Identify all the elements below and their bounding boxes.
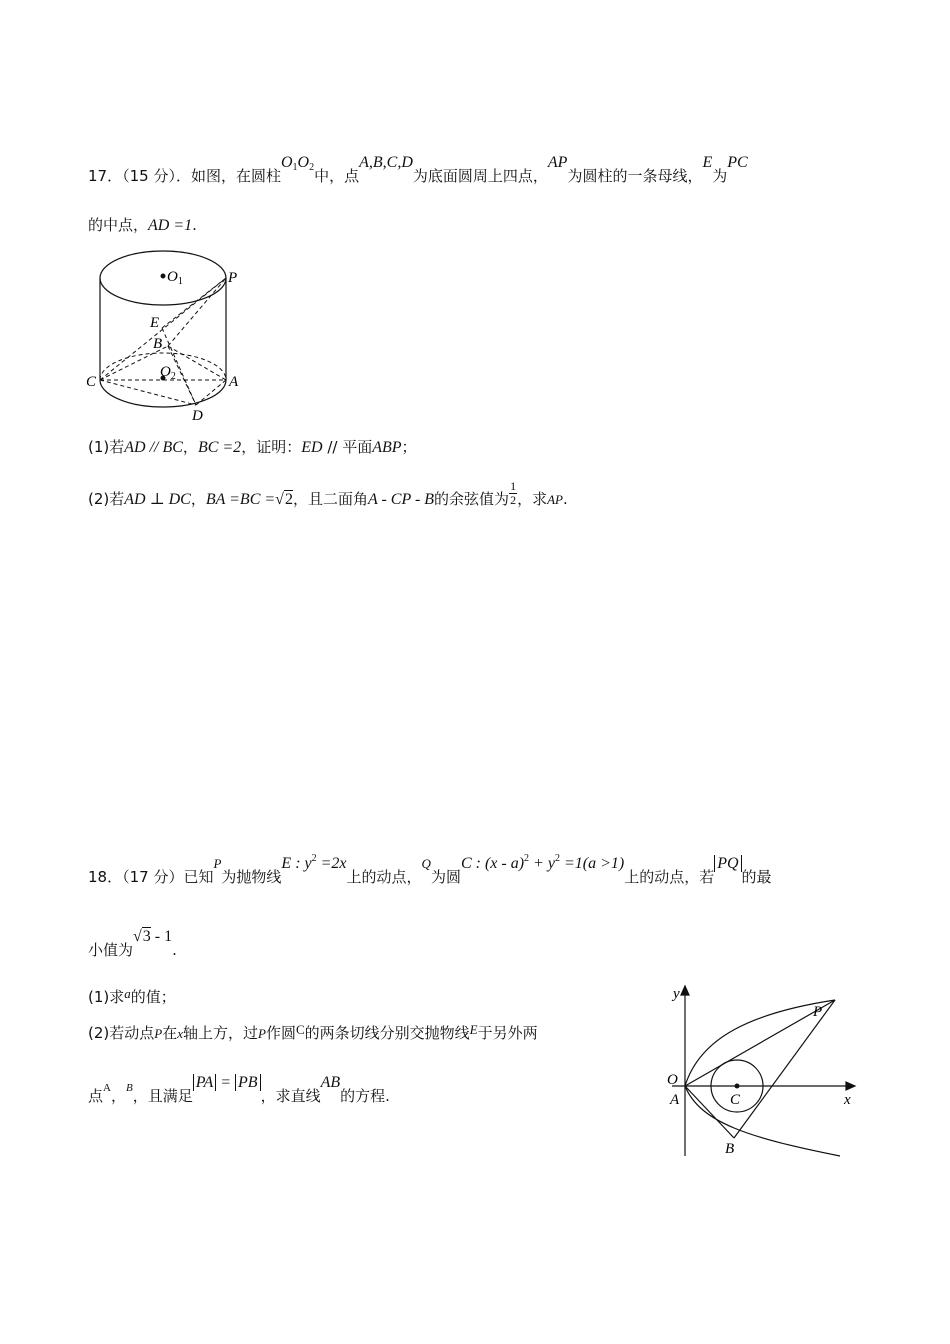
- fig17-label-a: A: [229, 374, 239, 390]
- fig18-label-b: B: [725, 1141, 735, 1157]
- q18-line4-B: B: [125, 1082, 133, 1094]
- q18-parabola-figure: [660, 978, 865, 1160]
- q17-part2-sep: ，: [190, 490, 206, 508]
- q17-part2-ap: AP: [547, 492, 563, 507]
- q18-parabola-eq: E : $y^2 =2x$: [281, 853, 347, 872]
- segment-a-b: [685, 1086, 734, 1138]
- q18-part2-t5: 于另外两: [477, 1024, 538, 1042]
- q18-text-mid2: 上的动点，: [346, 868, 422, 886]
- q17-part1-goal-ed: ED: [301, 439, 323, 456]
- q18-part2-p: P: [154, 1026, 163, 1041]
- q17-axis-o1o2: $O_1O_2$: [280, 154, 315, 173]
- cylinder-bottom-front-arc: [100, 380, 226, 407]
- fig18-label-y: y: [673, 986, 680, 1002]
- fig17-label-o1: $O_1$: [167, 269, 183, 287]
- q18-min-value: √3 - 1: [133, 928, 173, 945]
- q17-part1-goal-plane: // 平面: [327, 438, 373, 456]
- q18-line-4: [88, 1074, 390, 1108]
- q18-part2-t4: 的两条切线分别交抛物线: [304, 1024, 470, 1042]
- q17-part1-cond2: BC =2: [197, 439, 242, 456]
- q17-heading: 17．（15 分）．如图，在圆柱: [88, 167, 281, 185]
- q18-line4-a: 点: [88, 1087, 104, 1105]
- q18-point-q: Q: [421, 856, 431, 871]
- parabola-curve: [685, 1000, 840, 1156]
- q17-text-mid1: 中，点: [314, 167, 360, 185]
- y-axis-arrow: [681, 986, 689, 995]
- fig17-label-c: C: [86, 374, 97, 390]
- q17-part2-mid3: ，求: [517, 490, 548, 508]
- point-c-dot: [735, 1084, 740, 1089]
- fig17-label-e: E: [150, 315, 160, 331]
- q17-part1-sep: ，: [182, 438, 198, 456]
- q17-part2-cond2: BA =BC =: [205, 491, 276, 508]
- segment-c-d: [100, 380, 196, 405]
- q18-line-1: [88, 853, 772, 888]
- q17-part1-goal-abp: ABP: [372, 439, 402, 456]
- fig18-label-p: P: [813, 1004, 823, 1020]
- q17-points-abcd: A,B,C,D: [359, 154, 413, 171]
- tangent-p-b: [734, 1000, 835, 1138]
- q18-line2-text: 小值为: [88, 941, 134, 959]
- q18-part2: [88, 1023, 538, 1044]
- q18-line4-end: 的方程.: [340, 1087, 390, 1105]
- q18-part2-c: C: [295, 1022, 305, 1037]
- q18-part2-t3: 作圆: [265, 1024, 296, 1042]
- q18-point-p: P: [213, 856, 222, 871]
- fig18-label-a: A: [670, 1092, 680, 1108]
- fig17-label-p: P: [228, 270, 238, 286]
- q18-line2-end: .: [172, 941, 177, 959]
- q17-line-2: [88, 215, 197, 236]
- q17-part2-dihedral: A - CP - B: [367, 491, 435, 508]
- q17-line2-end: .: [192, 216, 197, 234]
- q17-part1-mid: ，证明：: [241, 438, 302, 456]
- q17-part2-mid2: 的余弦值为: [434, 490, 510, 508]
- q17-point-e: E: [702, 154, 713, 171]
- fig17-label-b: B: [153, 336, 163, 352]
- q17-part2: [88, 479, 568, 513]
- q18-part2-prefix: (2)若动点: [88, 1024, 155, 1042]
- q18-text-mid5: 的最: [741, 868, 772, 886]
- q17-part2-end: .: [562, 490, 568, 508]
- segment-b-p: [168, 278, 226, 346]
- q17-part1-prefix: (1)若: [88, 438, 125, 456]
- q18-circle-eq: C : $(x - a)^2 + y^2 =1(a >1)$: [460, 853, 625, 872]
- q18-part1-prefix: (1)求: [88, 988, 125, 1006]
- q18-part2-t1: 在: [162, 1024, 178, 1042]
- q17-text-mid3: 为圆柱的一条母线，: [567, 167, 703, 185]
- q18-line4-ab: AB: [320, 1074, 341, 1091]
- q18-abs-pq: PQ: [714, 855, 741, 872]
- fig18-label-x: x: [844, 1092, 851, 1108]
- q18-part2-t2: 轴上方，过: [183, 1024, 259, 1042]
- q18-line-2: [88, 928, 177, 961]
- q17-part1-cond1: AD // BC: [124, 439, 183, 456]
- q18-text-mid4: 上的动点，若: [624, 868, 715, 886]
- point-o1: [161, 274, 166, 279]
- q17-segment-pc: PC: [727, 154, 748, 171]
- q18-part1-end: 的值；: [130, 988, 176, 1006]
- q18-part1-a: a: [124, 986, 131, 1001]
- fig18-label-o: O: [667, 1072, 678, 1088]
- q17-part1: [88, 437, 417, 458]
- fig18-label-c: C: [730, 1092, 741, 1108]
- q18-line4-t2: ，求直线: [260, 1087, 321, 1105]
- q17-part2-mid: ，且二面角: [292, 490, 368, 508]
- q18-text-mid1: 为抛物线: [221, 868, 282, 886]
- q17-part2-cond1: AD ⊥ DC: [124, 491, 191, 508]
- q18-part1: [88, 987, 176, 1008]
- q17-part2-prefix: (2)若: [88, 490, 125, 508]
- q18-part2-e: E: [469, 1022, 478, 1037]
- fig17-label-o2: $O_2$: [160, 364, 176, 382]
- q17-line2-text: 的中点，: [88, 216, 149, 234]
- q17-part1-end: ；: [401, 438, 417, 456]
- q18-line4-t1: ，且满足: [132, 1087, 193, 1105]
- x-axis-arrow: [846, 1082, 855, 1090]
- q18-line4-A: A: [103, 1082, 111, 1094]
- q17-part2-sqrt2: √2: [275, 491, 293, 508]
- q17-part2-fraction: $\frac{1}{2}$: [510, 479, 517, 507]
- q17-segment-ap: AP: [547, 154, 568, 171]
- q17-text-mid4: 为: [712, 167, 728, 185]
- q18-heading: 18．（17 分）已知: [88, 868, 214, 886]
- q18-line4-sep: ，: [110, 1087, 126, 1105]
- fig17-label-d: D: [192, 408, 203, 424]
- q17-line-1: [88, 154, 748, 192]
- q17-text-mid2: 为底面圆周上四点，: [412, 167, 548, 185]
- q17-ad-eq-1: AD =1: [148, 217, 193, 234]
- q18-abs-equality: PA = PB: [193, 1074, 261, 1091]
- q18-part2-x: x: [177, 1026, 183, 1041]
- segment-b-a: [168, 346, 226, 380]
- q17-cylinder-figure: [80, 248, 255, 426]
- q18-text-mid3: 为圆: [430, 868, 461, 886]
- q18-part2-p2: P: [258, 1026, 266, 1041]
